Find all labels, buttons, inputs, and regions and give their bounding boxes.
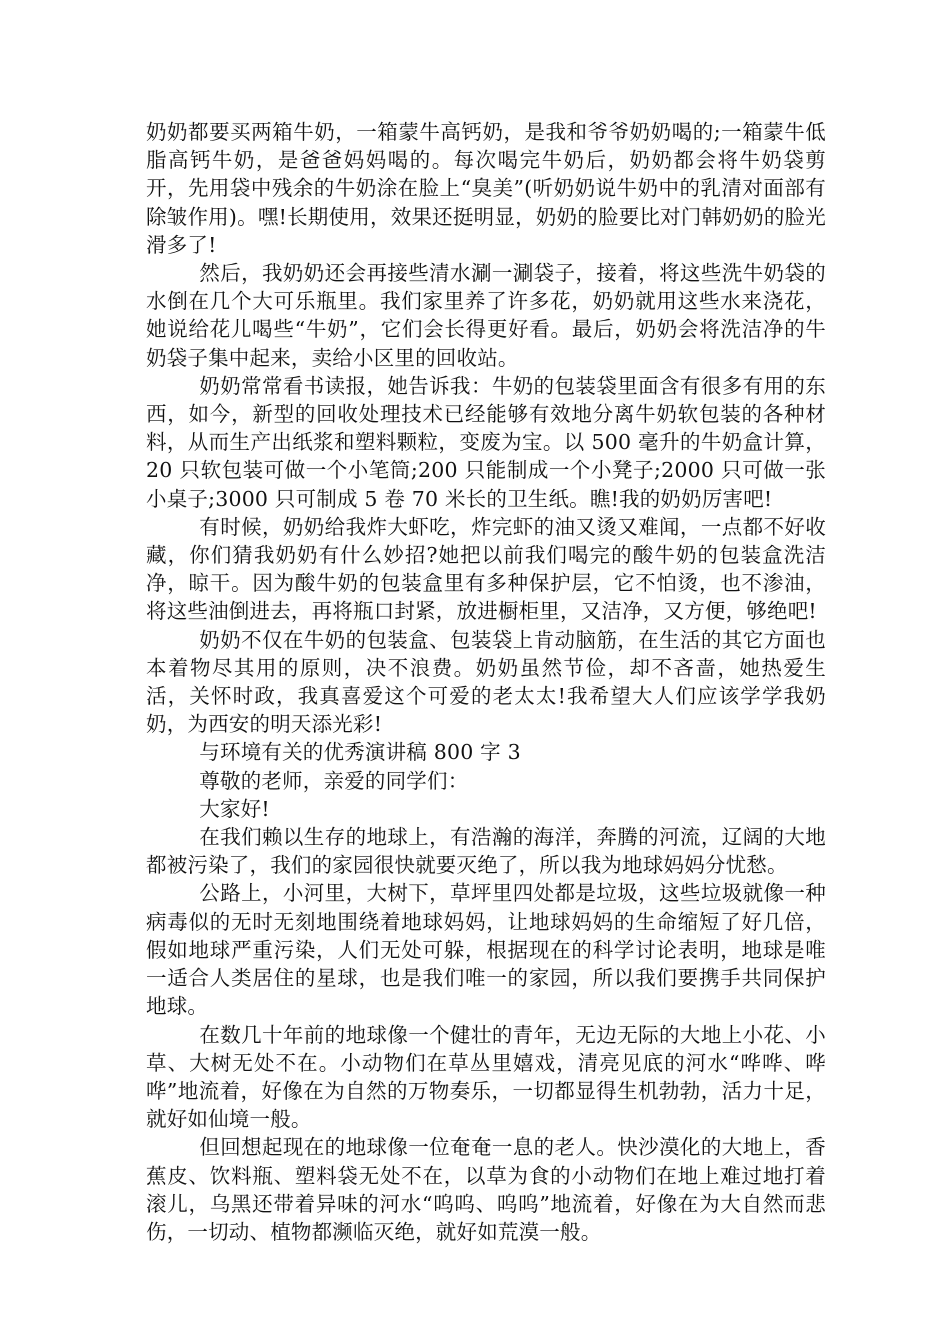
salutation: 尊敬的老师，亲爱的同学们： (199, 768, 469, 793)
paragraph-3: 奶奶常常看书读报，她告诉我：牛奶的包装袋里面含有很多有用的东西，如今，新型的回收处理技术已经能够有效地分离牛奶软包装的各种材料，从而生产出纸浆和塑料颗粒，变废为宝。以 500 毫升的牛奶盒计算，20 只软包装可做一个小笔筒;200 只能制成一个小凳子;2000 只可做一张小桌子;3000 只可制成 5 卷 70 米长的卫生纸。瞧!我的奶奶厉害吧! (146, 373, 826, 511)
section-heading: 与环境有关的优秀演讲稿 800 字 3 (199, 740, 521, 765)
paragraph-4: 有时候，奶奶给我炸大虾吃，炸完虾的油又烫又难闻，一点都不好收藏，你们猜我奶奶有什么妙招?她把以前我们喝完的酸牛奶的包装盒洗洁净，晾干。因为酸牛奶的包装盒里有多种保护层，它不怕烫，也不渗油，将这些油倒进去，再将瓶口封紧，放进橱柜里，又洁净，又方便，够绝吧! (146, 514, 826, 624)
paragraph-12: 但回想起现在的地球像一位奄奄一息的老人。快沙漠化的大地上，香蕉皮、饮料瓶、塑料袋无处不在，以草为食的小动物们在地上难过地打着滚儿，乌黑还带着异味的河水“呜呜、呜呜”地流着，好像在为大自然而悲伤，一切动、植物都濒临灭绝，就好如荒漠一般。 (146, 1135, 826, 1244)
paragraph-1: 奶奶都要买两箱牛奶，一箱蒙牛高钙奶，是我和爷爷奶奶喝的;一箱蒙牛低脂高钙牛奶，是爸爸妈妈喝的。每次喝完牛奶后，奶奶都会将牛奶袋剪开，先用袋中残余的牛奶涂在脸上“臭美”(听奶奶说牛奶中的乳清对面部有除皱作用)。嘿!长期使用，效果还挺明显，奶奶的脸要比对门韩奶奶的脸光滑多了! (146, 120, 826, 257)
paragraph-11: 在数几十年前的地球像一个健壮的青年，无边无际的大地上小花、小草、大树无处不在。小动物们在草丛里嬉戏，清亮见底的河水“哗哗、哗哗”地流着，好像在为自然的万物奏乐，一切都显得生机勃勃，活力十足，就好如仙境一般。 (146, 1022, 826, 1132)
paragraph-5: 奶奶不仅在牛奶的包装盒、包装袋上肯动脑筋，在生活的其它方面也本着物尽其用的原则，决不浪费。奶奶虽然节俭，却不吝啬，她热爱生活，关怀时政，我真喜爱这个可爱的老太太!我希望大人们应该学学我奶奶，为西安的明天添光彩! (146, 627, 826, 737)
paragraph-2: 然后，我奶奶还会再接些清水涮一涮袋子，接着，将这些洗牛奶袋的水倒在几个大可乐瓶里。我们家里养了许多花，奶奶就用这些水来浇花，她说给花儿喝些“牛奶”，它们会长得更好看。最后，奶奶会将洗洁净的牛奶袋子集中起来，卖给小区里的回收站。 (146, 261, 826, 370)
paragraph-10: 公路上，小河里，大树下，草坪里四处都是垃圾，这些垃圾就像一种病毒似的无时无刻地围绕着地球妈妈，让地球妈妈的生命缩短了好几倍，假如地球严重污染，人们无处可躲，根据现在的科学讨论表明，地球是唯一适合人类居住的星球，也是我们唯一的家园，所以我们要携手共同保护地球。 (146, 881, 826, 1019)
paragraph-9: 在我们赖以生存的地球上，有浩瀚的海洋，奔腾的河流，辽阔的大地都被污染了，我们的家园很快就要灭绝了，所以我为地球妈妈分忧愁。 (146, 825, 826, 878)
document-body (146, 118, 826, 1246)
greeting: 大家好! (199, 796, 270, 821)
